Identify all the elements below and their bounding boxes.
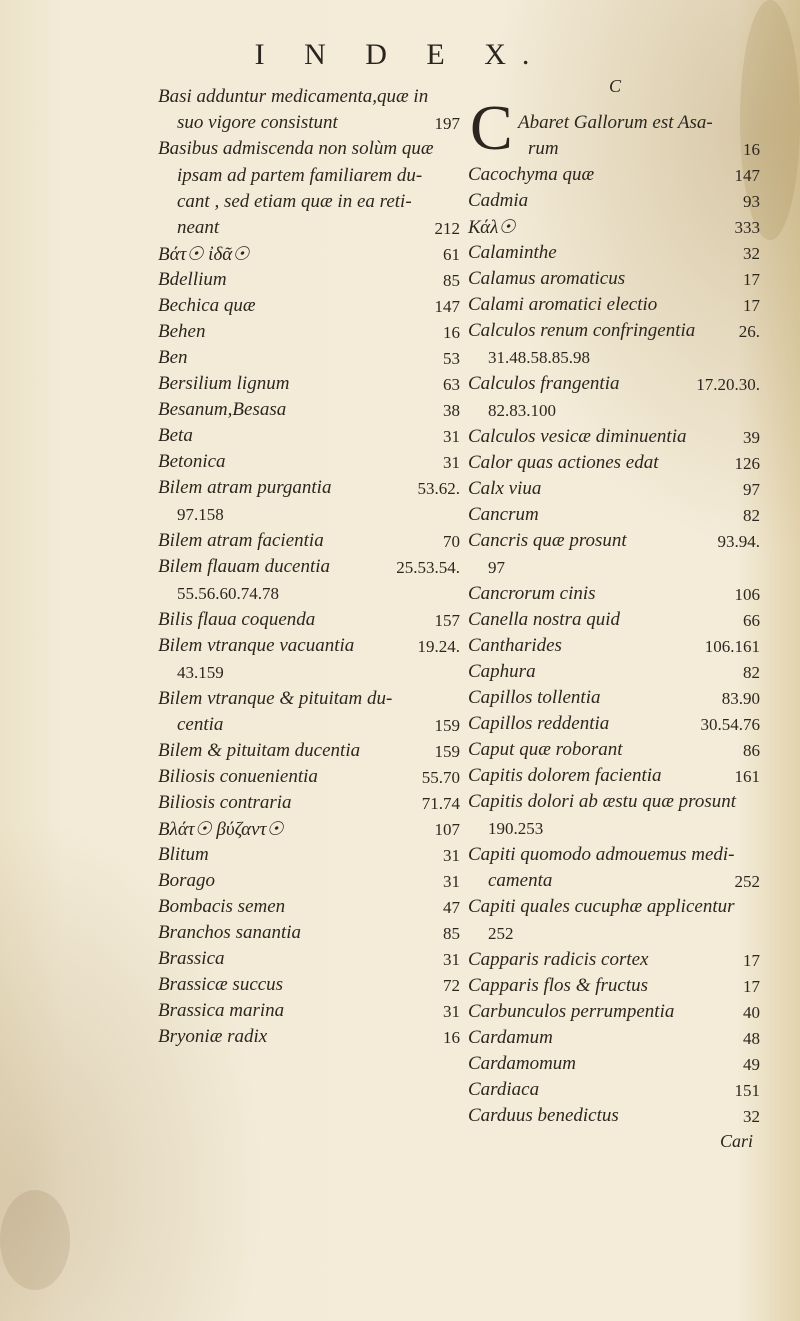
- index-entry: Calami aromatici electio: [468, 294, 658, 315]
- page-number: 85: [443, 924, 460, 943]
- index-entry: Caput quæ roborant: [468, 739, 623, 760]
- page-number: 17: [743, 977, 760, 996]
- index-entry: Cardamum: [468, 1027, 553, 1048]
- page-number: 159: [434, 716, 460, 735]
- index-entry: Bombacis semen: [158, 896, 286, 917]
- index-entry: Calculos renum confringentia: [468, 320, 696, 341]
- index-entry: ipsam ad partem familiarem du-: [177, 165, 423, 186]
- index-entry: Canella nostra quid: [468, 609, 621, 630]
- page-number: 31: [443, 846, 460, 865]
- index-entry: Basi adduntur medicamenta,quæ in: [158, 86, 429, 107]
- page-number: 72: [443, 976, 460, 995]
- index-entry: Ben: [158, 347, 188, 368]
- index-entry: Brassica marina: [158, 1000, 285, 1021]
- index-entry: Cardamomum: [468, 1053, 577, 1074]
- index-entry: Bilem vtranque & pituitam du-: [158, 688, 393, 709]
- index-entry: Cardiaca: [468, 1079, 540, 1100]
- page-number: 55.70: [421, 768, 460, 787]
- index-entry: Besanum,Besasa: [158, 399, 287, 420]
- index-entry: Calx viua: [468, 478, 542, 499]
- page-number: 40: [743, 1003, 760, 1022]
- page-number-continued: 55.56.60.74.78: [177, 584, 279, 603]
- index-entry: Betonica: [158, 451, 226, 472]
- index-entry: Borago: [158, 870, 215, 891]
- page-number: 85: [443, 271, 460, 290]
- page-number: 31: [443, 453, 460, 472]
- page-number: 161: [734, 767, 760, 786]
- page-number: 159: [434, 742, 460, 761]
- page-number: 26.: [738, 322, 760, 341]
- index-entry: Capparis flos & fructus: [468, 975, 648, 996]
- page-stain: [0, 1190, 70, 1290]
- index-entry: Blitum: [158, 844, 209, 865]
- page-number: 16: [743, 140, 760, 159]
- index-entry: Bilem atram facientia: [158, 530, 324, 551]
- index-entry: centia: [177, 714, 224, 735]
- page-number: 197: [434, 114, 460, 133]
- index-entry: rum: [528, 138, 559, 159]
- page-number: 17: [743, 951, 760, 970]
- page-number: 16: [443, 323, 460, 342]
- page-number: 32: [743, 244, 760, 263]
- page-number: 49: [743, 1055, 760, 1074]
- section-letter: C: [608, 76, 621, 96]
- page-number: 48: [743, 1029, 760, 1048]
- page-number: 86: [743, 741, 760, 760]
- page-number: 157: [434, 611, 460, 630]
- index-entry: Cancris quæ prosunt: [468, 530, 627, 551]
- page-number: 17.20.30.: [696, 375, 760, 394]
- index-entry: Capillos reddentia: [468, 713, 610, 734]
- index-entry: Capiti quales cucuphæ applicentur: [468, 896, 735, 917]
- page-number: 39: [743, 428, 760, 447]
- index-entry: Bilem atram purgantia: [158, 477, 332, 498]
- page-number: 93.94.: [717, 532, 760, 551]
- page-number: 19.24.: [417, 637, 460, 656]
- page-number: 53: [443, 349, 460, 368]
- page-number: 333: [734, 218, 760, 237]
- index-entry: Carduus benedictus: [468, 1105, 619, 1126]
- index-entry: Βλάτ☉ βύζαντ☉: [158, 819, 284, 840]
- page-number-continued: 97.158: [177, 505, 224, 524]
- index-entry: Capitis dolorem facientia: [468, 765, 662, 786]
- page-number-continued: 31.48.58.85.98: [488, 348, 590, 367]
- page-number: 83.90: [721, 689, 760, 708]
- index-entry: Beta: [158, 425, 193, 446]
- index-entry: Cancrum: [468, 504, 539, 525]
- index-entry: suo vigore consistunt: [177, 112, 338, 133]
- page-number: 106.161: [704, 637, 760, 656]
- index-entry: Capitis dolori ab æstu quæ prosunt: [468, 791, 736, 812]
- index-entry: Abaret Gallorum est Asa-: [518, 112, 713, 133]
- index-entry: Bilem flauam ducentia: [158, 556, 331, 577]
- page-number: 16: [443, 1028, 460, 1047]
- index-entry: Bilis flaua coquenda: [158, 609, 316, 630]
- index-entry: neant: [177, 217, 220, 238]
- index-entry: camenta: [488, 870, 553, 891]
- page-number: 70: [443, 532, 460, 551]
- index-entry: Basibus admiscenda non solùm quæ: [158, 138, 434, 159]
- index-entry: Bryoniæ radix: [158, 1026, 268, 1047]
- index-entry: Calculos vesicæ diminuentia: [468, 426, 687, 447]
- index-entry: Caphura: [468, 661, 536, 682]
- page-number: 126: [734, 454, 760, 473]
- index-entry: Biliosis contraria: [158, 792, 292, 813]
- page-number: 97: [743, 480, 760, 499]
- page-number: 93: [743, 192, 760, 211]
- page-number: 47: [443, 898, 460, 917]
- index-entry: Calculos frangentia: [468, 373, 620, 394]
- index-entry: Bersilium lignum: [158, 373, 290, 394]
- index-entry: Brassicæ succus: [158, 974, 284, 995]
- index-entry: Branchos sanantia: [158, 922, 302, 943]
- index-entry: Cadmia: [468, 190, 529, 211]
- page-number: 61: [443, 245, 460, 264]
- index-entry: Carbunculos perrumpentia: [468, 1001, 675, 1022]
- index-entry: Bilem vtranque vacuantia: [158, 635, 355, 656]
- index-entry: Cancrorum cinis: [468, 583, 596, 604]
- page-number-continued: 190.253: [488, 819, 544, 838]
- page-number: 151: [734, 1081, 760, 1100]
- page-number: 17: [743, 296, 760, 315]
- page-number: 106: [734, 585, 760, 604]
- page-number: 82: [743, 663, 760, 682]
- page-number: 31: [443, 872, 460, 891]
- index-entry: cant , sed etiam quæ in ea reti-: [177, 191, 412, 212]
- page-number: 147: [434, 297, 460, 316]
- index-entry: Capillos tollentia: [468, 687, 601, 708]
- drop-cap: C: [470, 92, 513, 163]
- index-entry: Capparis radicis cortex: [468, 949, 649, 970]
- page-number: 147: [734, 166, 760, 185]
- page-number: 30.54.76: [700, 715, 760, 734]
- index-entry: Behen: [158, 321, 206, 342]
- page-title: I N D E X.: [254, 38, 546, 71]
- index-entry: Bdellium: [158, 269, 227, 290]
- page-number: 212: [434, 219, 460, 238]
- page-number-continued: 97: [488, 558, 505, 577]
- page-number: 82: [743, 506, 760, 525]
- index-entry: Cantharides: [468, 635, 562, 656]
- index-entry: Κάλ☉: [468, 217, 516, 238]
- index-entry: Calor quas actiones edat: [468, 452, 659, 473]
- index-entry: Bechica quæ: [158, 295, 256, 316]
- page-number: 31: [443, 427, 460, 446]
- page-number-continued: 43.159: [177, 663, 224, 682]
- index-entry: Βάτ☉ ἰδᾶ☉: [158, 244, 250, 265]
- page-number: 25.53.54.: [396, 558, 460, 577]
- page-number: 252: [734, 872, 760, 891]
- index-entry: Capiti quomodo admouemus medi-: [468, 844, 735, 865]
- page-number: 32: [743, 1107, 760, 1126]
- index-entry: Brassica: [158, 948, 225, 969]
- page-number: 53.62.: [417, 479, 460, 498]
- page-number: 31: [443, 950, 460, 969]
- page-number-continued: 252: [488, 924, 514, 943]
- page-number-continued: 82.83.100: [488, 401, 556, 420]
- page-number: 107: [434, 820, 460, 839]
- index-entry: Bilem & pituitam ducentia: [158, 740, 361, 761]
- page-number: 63: [443, 375, 460, 394]
- page-number: 38: [443, 401, 460, 420]
- catchword: Cari: [720, 1131, 754, 1151]
- page-number: 31: [443, 1002, 460, 1021]
- page-number: 66: [743, 611, 760, 630]
- index-entry: Biliosis conuenientia: [158, 766, 318, 787]
- page-number: 71.74: [421, 794, 460, 813]
- index-entry: Calamus aromaticus: [468, 268, 626, 289]
- page-number: 17: [743, 270, 760, 289]
- index-entry: Calaminthe: [468, 242, 557, 263]
- index-entry: Cacochyma quæ: [468, 164, 595, 185]
